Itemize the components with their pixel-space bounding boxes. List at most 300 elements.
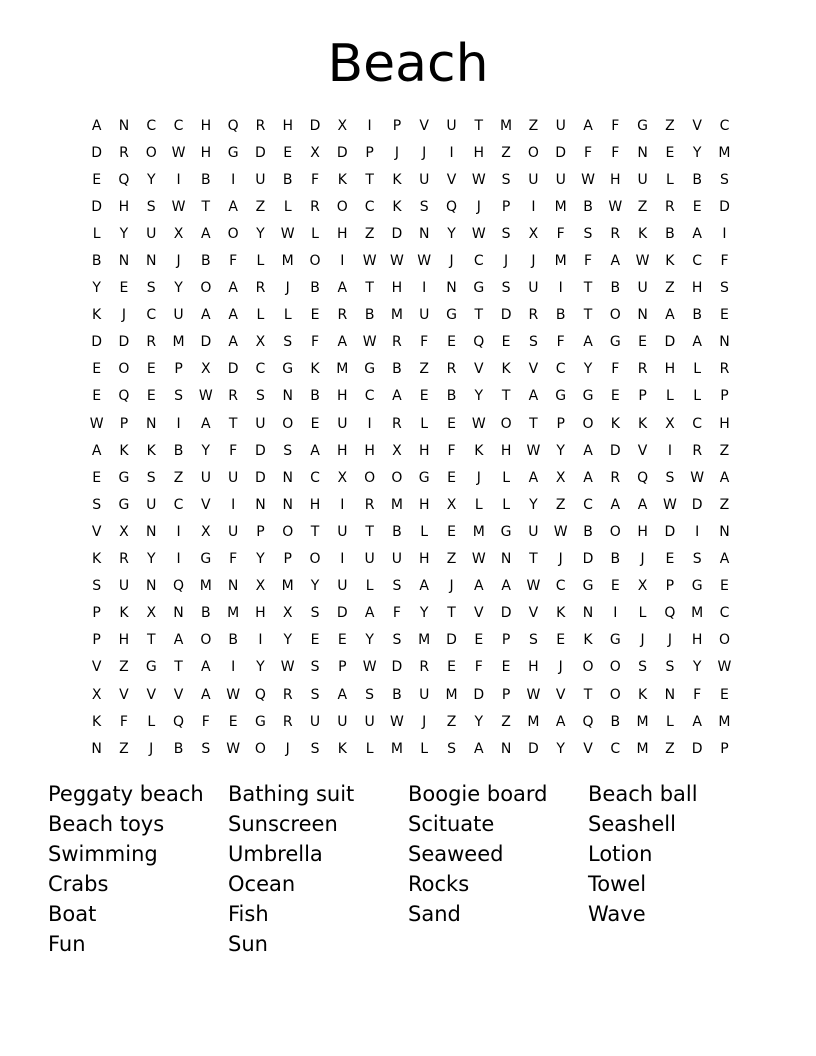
grid-letter: S (528, 334, 538, 351)
grid-letter: R (255, 117, 266, 134)
grid-letter: B (583, 198, 593, 215)
grid-letter: I (667, 442, 672, 459)
grid-letter: P (720, 388, 729, 405)
grid-letter: H (255, 605, 266, 622)
grid-letter: N (282, 469, 293, 486)
grid-letter: V (91, 523, 102, 540)
grid-letter: Z (446, 551, 457, 568)
grid-row (83, 573, 740, 600)
grid-letter: D (391, 659, 403, 676)
grid-letter: A (719, 551, 730, 568)
grid-letter: W (471, 415, 486, 432)
grid-letter: L (256, 307, 265, 324)
grid-letter: W (198, 388, 213, 405)
grid-letter: S (310, 686, 320, 703)
grid-letter: K (637, 686, 648, 703)
grid-letter: T (583, 307, 593, 324)
grid-letter: A (364, 605, 375, 622)
grid-letter: Y (283, 632, 292, 649)
grid-letter: T (447, 605, 456, 622)
grid-letter: E (720, 307, 729, 324)
grid-letter: S (174, 388, 183, 405)
grid-letter: L (474, 496, 483, 513)
grid-letter: O (609, 307, 621, 324)
grid-letter: W (526, 686, 541, 703)
grid-letter: C (555, 578, 566, 595)
grid-letter: I (176, 171, 181, 188)
grid-letter: D (609, 442, 621, 459)
grid-letter: D (227, 361, 239, 378)
grid-letter: L (256, 253, 265, 270)
grid-letter: H (309, 496, 321, 513)
word-list-item: Swimming (48, 842, 158, 866)
grid-letter: Z (119, 659, 129, 676)
grid-letter: X (637, 578, 648, 595)
grid-letter: G (282, 361, 294, 378)
grid-letter: R (665, 198, 675, 215)
grid-letter: S (201, 740, 211, 757)
grid-letter: P (92, 632, 101, 649)
grid-letter: V (528, 361, 539, 378)
grid-letter: K (92, 551, 102, 568)
grid-letter: U (337, 578, 348, 595)
grid-letter: Y (419, 605, 429, 622)
grid-letter: Y (201, 442, 211, 459)
grid-letter: L (638, 605, 647, 622)
grid-letter: N (91, 740, 102, 757)
grid-letter: J (558, 551, 563, 568)
grid-letter: M (418, 632, 431, 649)
grid-letter: D (582, 551, 594, 568)
letter-grid (83, 112, 740, 762)
grid-letter: D (664, 334, 676, 351)
grid-letter: Q (582, 713, 594, 730)
grid-letter: G (418, 469, 430, 486)
grid-letter: P (338, 659, 347, 676)
grid-letter: K (310, 361, 320, 378)
grid-letter: J (558, 659, 563, 676)
word-list-item: Bathing suit (228, 782, 355, 806)
grid-letter: V (201, 496, 211, 513)
grid-letter: S (720, 280, 729, 297)
grid-letter: P (119, 415, 129, 432)
grid-letter: J (640, 632, 645, 649)
grid-letter: F (611, 361, 620, 378)
grid-letter: A (337, 280, 348, 297)
grid-letter: Y (256, 225, 265, 242)
grid-letter: W (389, 713, 404, 730)
grid-letter: H (691, 632, 703, 649)
grid-letter: B (392, 686, 402, 703)
grid-letter: R (364, 496, 375, 513)
grid-letter: F (229, 551, 238, 568)
grid-letter: D (91, 144, 103, 161)
grid-letter: D (664, 523, 676, 540)
grid-letter: B (392, 523, 402, 540)
grid-letter: N (146, 253, 157, 270)
grid-letter: N (282, 496, 293, 513)
grid-letter: R (146, 334, 157, 351)
grid-letter: S (310, 605, 320, 622)
grid-letter: T (583, 280, 593, 297)
grid-letter: U (364, 713, 375, 730)
grid-letter: Z (446, 713, 457, 730)
grid-letter: N (664, 686, 676, 703)
grid-letter: G (227, 144, 239, 161)
grid-row (83, 220, 740, 247)
grid-letter: R (310, 198, 320, 215)
grid-letter: R (119, 144, 129, 161)
grid-letter: M (500, 117, 513, 134)
grid-letter: I (367, 117, 372, 134)
grid-row (83, 356, 740, 383)
grid-letter: S (283, 334, 293, 351)
grid-letter: L (420, 523, 429, 540)
grid-letter: O (118, 361, 130, 378)
grid-letter: J (449, 578, 454, 595)
grid-letter: D (691, 740, 703, 757)
grid-letter: U (228, 469, 239, 486)
grid-letter: X (392, 442, 402, 459)
grid-letter: V (555, 686, 566, 703)
grid-letter: U (528, 280, 539, 297)
grid-letter: Y (556, 442, 565, 459)
grid-letter: O (527, 144, 539, 161)
grid-letter: C (364, 388, 375, 405)
grid-letter: R (446, 361, 457, 378)
grid-letter: W (226, 740, 241, 757)
grid-letter: B (310, 280, 320, 297)
grid-letter: N (637, 144, 648, 161)
grid-letter: U (337, 415, 348, 432)
grid-letter: R (419, 659, 430, 676)
grid-letter: K (119, 442, 129, 459)
grid-letter: D (391, 225, 403, 242)
grid-letter: P (556, 415, 565, 432)
grid-letter: Z (173, 469, 184, 486)
grid-letter: Y (119, 225, 129, 242)
grid-letter: B (91, 253, 102, 270)
grid-letter: G (609, 632, 621, 649)
grid-letter: M (390, 307, 403, 324)
grid-letter: W (362, 659, 377, 676)
grid-letter: E (447, 469, 456, 486)
grid-letter: T (501, 388, 511, 405)
grid-letter: O (282, 523, 294, 540)
grid-letter: S (638, 659, 648, 676)
grid-letter: M (336, 361, 349, 378)
grid-row (83, 708, 740, 735)
grid-letter: D (719, 198, 730, 215)
grid-row (83, 247, 740, 274)
grid-letter: E (474, 632, 484, 649)
grid-letter: K (92, 713, 102, 730)
grid-letter: H (719, 415, 730, 432)
grid-letter: F (583, 253, 593, 270)
grid-letter: K (337, 171, 347, 188)
grid-letter: X (337, 117, 348, 134)
grid-letter: E (447, 415, 456, 432)
grid-letter: P (256, 523, 265, 540)
grid-letter: A (392, 388, 402, 405)
grid-letter: C (583, 496, 593, 513)
grid-letter: I (176, 415, 181, 432)
grid-letter: S (255, 388, 265, 405)
grid-letter: F (229, 442, 238, 459)
grid-letter: D (255, 144, 266, 161)
grid-letter: L (420, 415, 429, 432)
grid-letter: V (446, 171, 457, 188)
grid-letter: A (228, 280, 238, 297)
grid-letter: H (418, 442, 430, 459)
grid-letter: O (309, 551, 321, 568)
grid-letter: L (365, 578, 374, 595)
grid-letter: R (719, 361, 730, 378)
grid-letter: N (719, 334, 730, 351)
grid-letter: W (171, 144, 186, 161)
grid-letter: Y (146, 551, 156, 568)
grid-letter: D (528, 740, 539, 757)
grid-row (83, 464, 740, 491)
grid-letter: B (610, 280, 621, 297)
grid-letter: U (228, 523, 239, 540)
grid-letter: B (692, 171, 702, 188)
word-list-item: Boogie board (408, 782, 548, 806)
grid-letter: G (473, 280, 485, 297)
grid-letter: B (201, 253, 211, 270)
word-list-item: Sun (228, 932, 268, 956)
grid-letter: N (637, 307, 648, 324)
grid-letter: R (610, 469, 621, 486)
grid-letter: Y (583, 361, 593, 378)
grid-letter: S (283, 442, 293, 459)
grid-letter: C (719, 117, 730, 134)
grid-letter: O (336, 198, 348, 215)
grid-letter: N (227, 578, 239, 595)
grid-letter: M (472, 523, 485, 540)
grid-letter: U (255, 171, 266, 188)
grid-letter: S (392, 578, 402, 595)
grid-row (83, 600, 740, 627)
grid-letter: Y (310, 578, 320, 595)
grid-letter: E (665, 551, 675, 568)
grid-letter: J (149, 740, 154, 757)
grid-letter: U (528, 171, 539, 188)
grid-letter: A (474, 740, 484, 757)
grid-letter: U (555, 171, 566, 188)
grid-letter: H (418, 551, 430, 568)
grid-letter: D (118, 334, 130, 351)
word-list-item: Fish (228, 902, 269, 926)
grid-letter: E (610, 388, 620, 405)
grid-letter: Z (501, 144, 511, 161)
grid-letter: W (280, 225, 295, 242)
grid-letter: K (392, 171, 402, 188)
grid-letter: R (119, 551, 129, 568)
grid-letter: Z (364, 225, 375, 242)
grid-letter: D (309, 117, 321, 134)
grid-letter: E (228, 713, 238, 730)
grid-letter: E (447, 523, 456, 540)
grid-letter: C (692, 253, 703, 270)
grid-letter: S (92, 578, 102, 595)
word-list-item: Rocks (408, 872, 470, 896)
grid-letter: Z (665, 117, 675, 134)
grid-letter: I (613, 605, 618, 622)
grid-letter: X (665, 415, 675, 432)
grid-letter: G (555, 388, 567, 405)
grid-row (83, 193, 740, 220)
grid-row (83, 139, 740, 166)
grid-letter: H (118, 198, 130, 215)
grid-row (83, 437, 740, 464)
grid-letter: G (255, 713, 266, 730)
grid-letter: H (691, 280, 703, 297)
word-list-item: Lotion (588, 842, 653, 866)
grid-letter: W (171, 198, 186, 215)
grid-letter: T (174, 659, 183, 676)
grid-letter: J (176, 253, 181, 270)
grid-letter: H (664, 361, 676, 378)
grid-letter: D (91, 334, 103, 351)
grid-letter: T (474, 117, 484, 134)
grid-letter: E (610, 578, 620, 595)
grid-letter: L (311, 225, 319, 242)
grid-letter: H (473, 144, 485, 161)
grid-letter: H (500, 442, 512, 459)
word-list-item: Peggaty beach (48, 782, 204, 806)
grid-letter: M (718, 713, 731, 730)
grid-row (83, 654, 740, 681)
grid-letter: A (201, 415, 211, 432)
grid-letter: D (555, 144, 567, 161)
grid-letter: O (582, 659, 594, 676)
grid-letter: R (255, 280, 266, 297)
grid-letter: S (665, 659, 675, 676)
grid-letter: G (145, 659, 157, 676)
grid-letter: S (692, 551, 702, 568)
grid-letter: F (556, 334, 565, 351)
grid-row (83, 166, 740, 193)
grid-letter: Z (637, 198, 648, 215)
grid-letter: E (146, 361, 156, 378)
grid-letter: E (501, 334, 511, 351)
grid-letter: H (637, 523, 648, 540)
grid-letter: U (419, 686, 430, 703)
grid-row (83, 681, 740, 708)
grid-letter: V (474, 361, 484, 378)
grid-letter: L (92, 225, 101, 242)
grid-letter: A (201, 686, 211, 703)
grid-letter: U (419, 171, 430, 188)
grid-letter: N (582, 605, 594, 622)
grid-letter: S (528, 632, 538, 649)
grid-letter: N (146, 523, 157, 540)
grid-letter: F (201, 713, 210, 730)
grid-letter: G (118, 469, 130, 486)
grid-letter: O (609, 523, 621, 540)
grid-letter: E (310, 307, 320, 324)
grid-letter: T (146, 632, 156, 649)
grid-letter: I (695, 523, 700, 540)
grid-letter: Q (637, 469, 649, 486)
grid-letter: O (282, 415, 294, 432)
grid-letter: I (722, 225, 727, 242)
grid-letter: F (420, 334, 429, 351)
grid-letter: X (201, 361, 211, 378)
grid-letter: O (227, 225, 239, 242)
grid-letter: J (667, 632, 672, 649)
grid-letter: L (283, 307, 292, 324)
grid-letter: F (720, 253, 729, 270)
grid-letter: X (173, 225, 184, 242)
grid-letter: A (173, 632, 184, 649)
grid-letter: W (89, 415, 104, 432)
grid-letter: R (337, 307, 348, 324)
grid-letter: I (231, 659, 236, 676)
grid-letter: R (610, 225, 621, 242)
grid-letter: V (583, 740, 593, 757)
grid-letter: W (690, 469, 705, 486)
grid-letter: D (446, 632, 457, 649)
grid-letter: O (609, 659, 621, 676)
grid-letter: G (691, 578, 703, 595)
grid-row (83, 410, 740, 437)
grid-letter: A (501, 578, 511, 595)
grid-letter: J (476, 198, 481, 215)
grid-letter: T (474, 307, 484, 324)
grid-letter: L (283, 198, 292, 215)
grid-letter: W (526, 442, 541, 459)
grid-letter: W (553, 523, 568, 540)
grid-letter: E (447, 334, 456, 351)
word-list-item: Beach toys (48, 812, 165, 836)
grid-letter: V (119, 686, 129, 703)
grid-letter: W (581, 171, 595, 188)
grid-letter: H (200, 117, 212, 134)
grid-letter: C (310, 469, 320, 486)
word-list (48, 779, 788, 959)
grid-letter: Y (529, 496, 538, 513)
grid-letter: G (446, 307, 457, 324)
grid-letter: E (638, 334, 648, 351)
grid-letter: Y (92, 280, 101, 297)
grid-letter: T (310, 523, 320, 540)
grid-letter: Y (474, 713, 484, 730)
grid-letter: F (474, 659, 483, 676)
grid-letter: I (531, 198, 536, 215)
page-title: Beach (327, 34, 489, 94)
grid-letter: N (500, 551, 512, 568)
grid-letter: B (692, 307, 702, 324)
grid-letter: I (340, 496, 345, 513)
grid-letter: Y (146, 171, 156, 188)
grid-letter: K (583, 632, 593, 649)
grid-letter: K (392, 198, 402, 215)
grid-letter: S (501, 280, 511, 297)
grid-letter: H (391, 280, 403, 297)
grid-letter: Q (118, 171, 130, 188)
grid-letter: H (282, 117, 293, 134)
grid-letter: A (91, 117, 102, 134)
grid-letter: K (637, 415, 648, 432)
grid-letter: X (119, 523, 129, 540)
grid-letter: T (583, 686, 593, 703)
grid-letter: U (118, 578, 130, 595)
grid-letter: L (665, 713, 674, 730)
grid-letter: V (474, 605, 484, 622)
grid-letter: B (583, 523, 593, 540)
